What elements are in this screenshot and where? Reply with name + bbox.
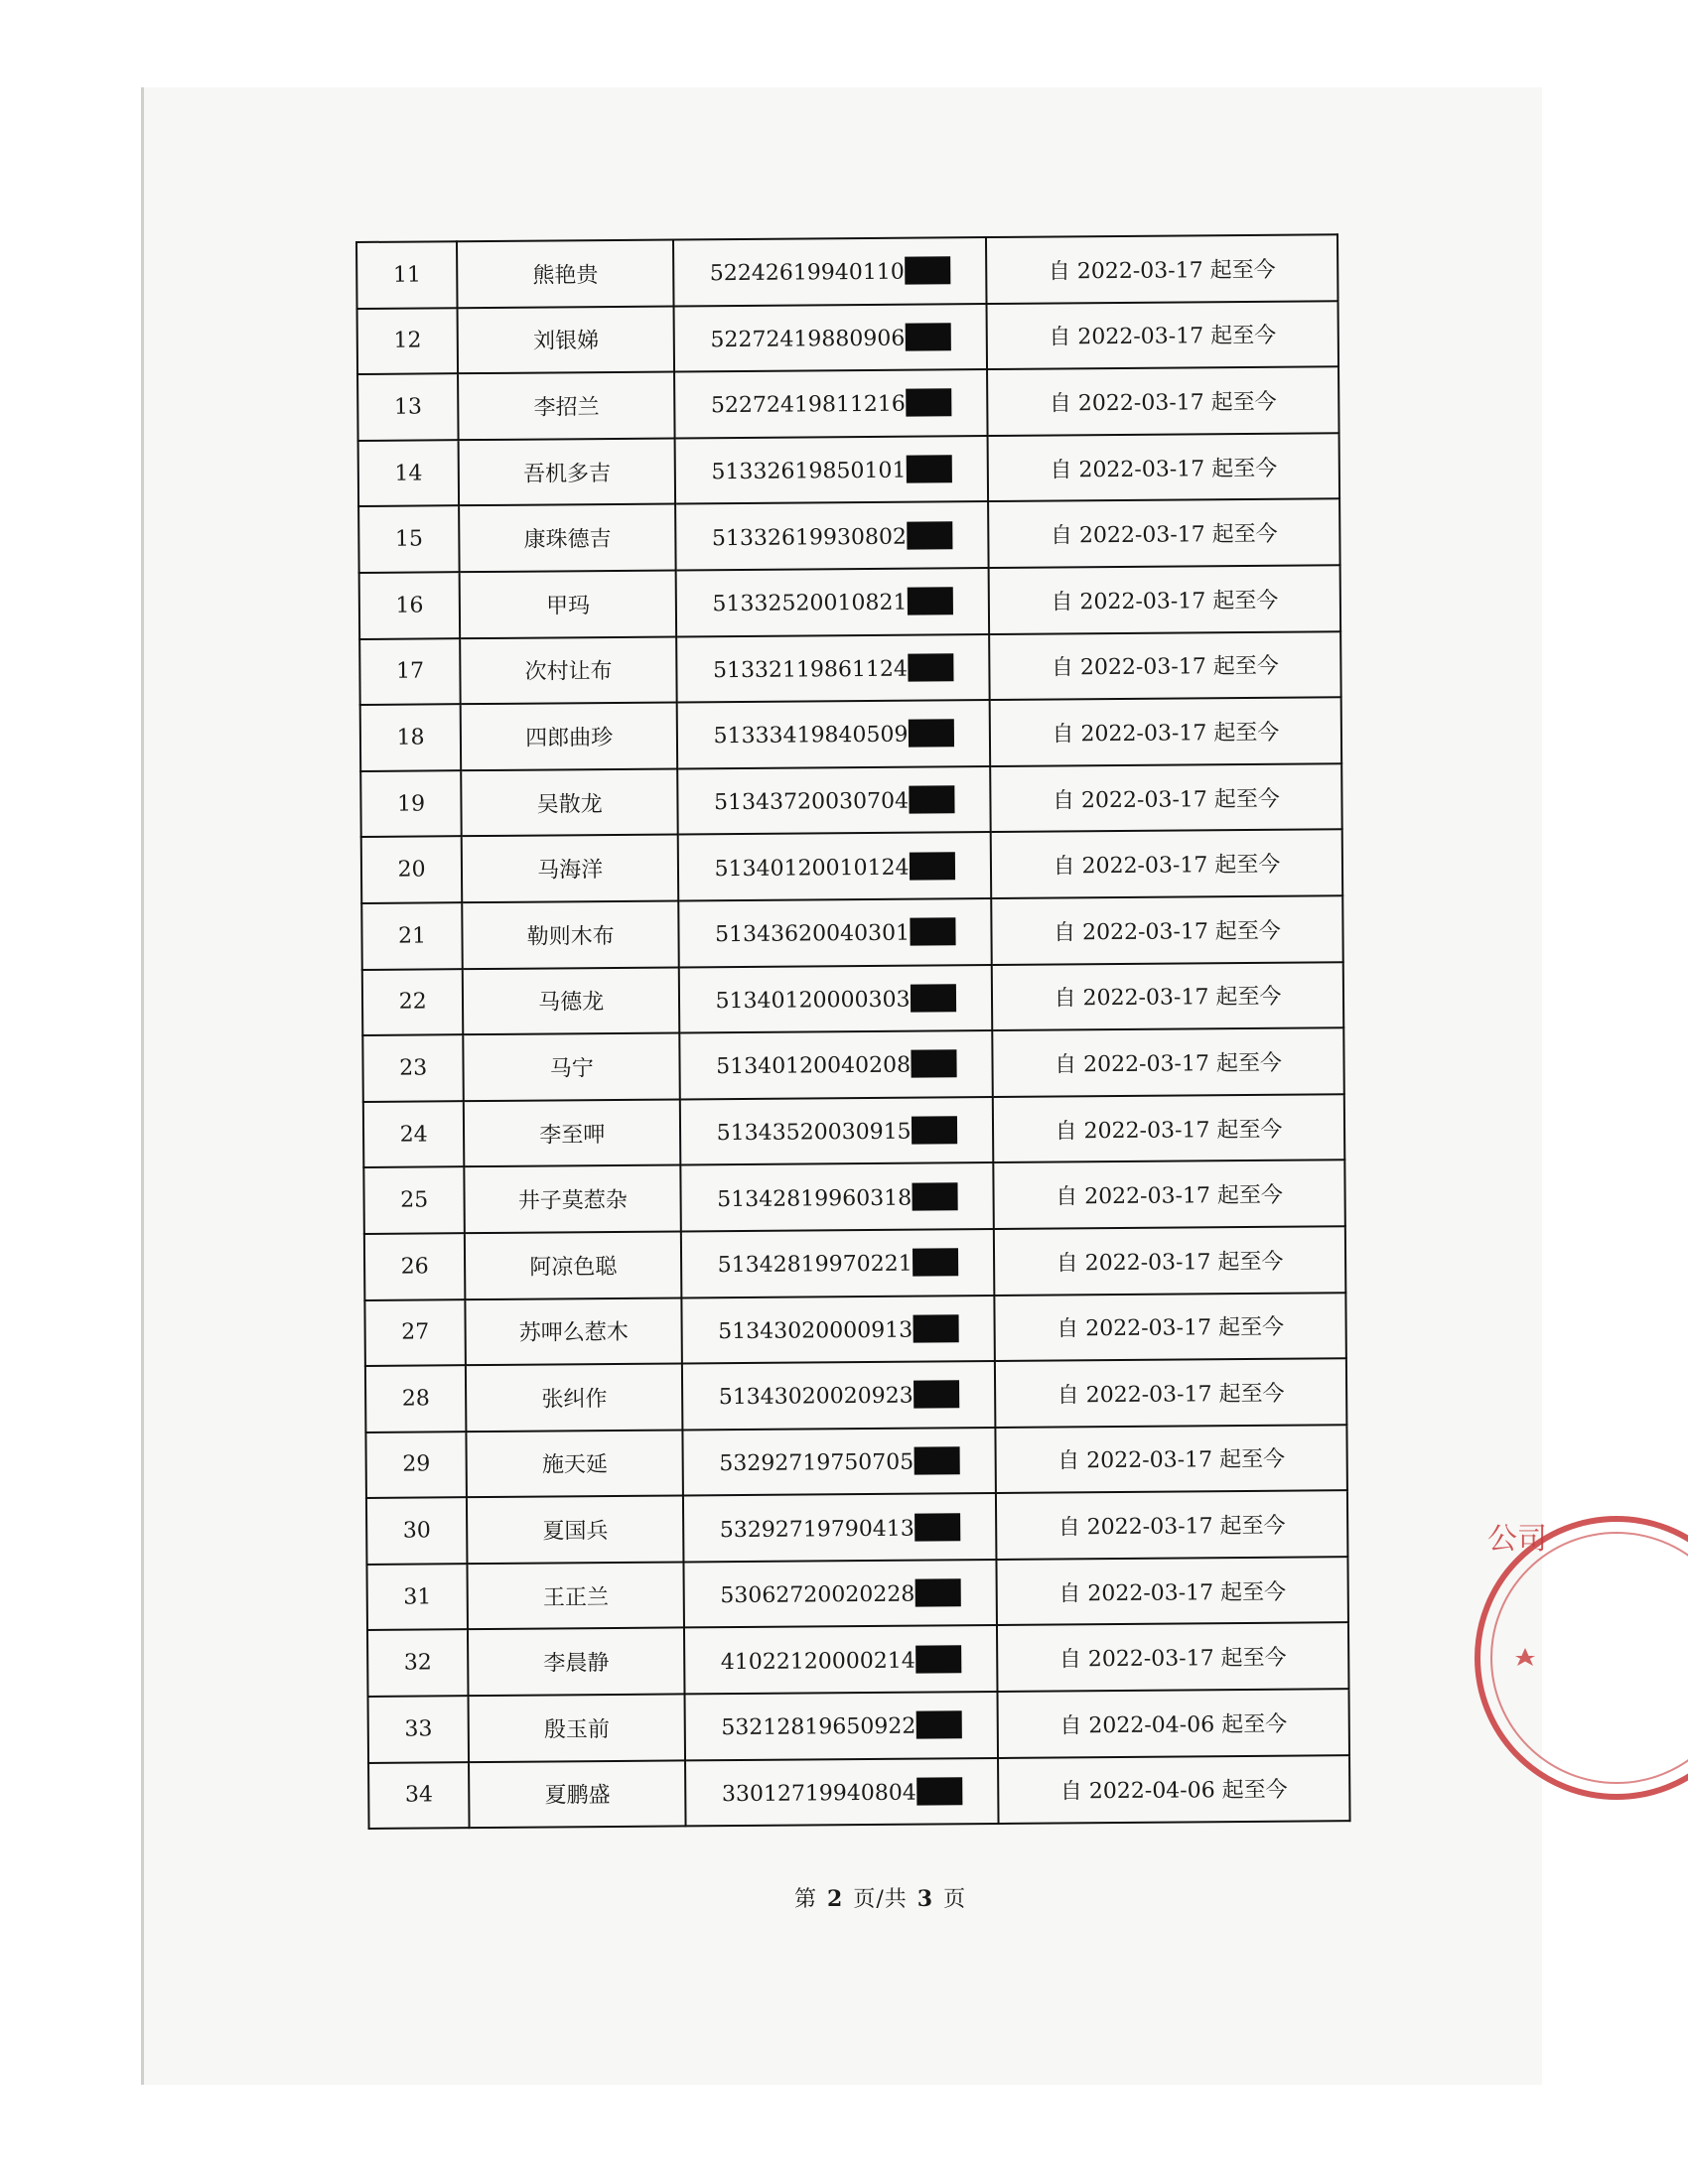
id-number xyxy=(685,1692,998,1760)
redaction-block xyxy=(915,1645,961,1673)
employee-name xyxy=(465,1231,681,1298)
employee-name-text: 夏鹏盛 xyxy=(544,1783,611,1810)
employment-period xyxy=(989,631,1341,700)
footer-suffix: 页 xyxy=(943,1887,967,1912)
employee-name xyxy=(466,1364,682,1432)
id-number-text: 53292719790413 xyxy=(719,1516,914,1543)
row-number-text: 28 xyxy=(401,1386,430,1412)
id-number-text: 51343520030915 xyxy=(716,1119,912,1147)
table-row xyxy=(361,895,1342,969)
employee-name-text: 熊艳贵 xyxy=(532,262,599,289)
id-number-text: 41022120000214 xyxy=(720,1648,915,1675)
id-number-text: 51332619930802 xyxy=(711,524,908,551)
id-number xyxy=(682,1295,995,1363)
employment-period xyxy=(995,1358,1347,1427)
employee-name-text: 刘银娣 xyxy=(532,329,600,354)
row-number-text: 29 xyxy=(402,1451,431,1478)
row-number xyxy=(359,638,461,705)
id-number xyxy=(674,369,987,438)
employee-name-text: 勒则木布 xyxy=(526,923,615,950)
employee-name-text: 李至呷 xyxy=(539,1122,606,1149)
employment-period-text: 自 2022-04-06 起至今 xyxy=(1059,1778,1288,1805)
row-number-text: 15 xyxy=(394,526,424,552)
row-number xyxy=(365,1432,467,1498)
row-number-text: 14 xyxy=(394,461,423,486)
employment-period-text: 自 2022-03-17 起至今 xyxy=(1054,985,1282,1012)
employment-period-text: 自 2022-03-17 起至今 xyxy=(1055,1249,1284,1277)
row-number-text: 22 xyxy=(398,989,427,1016)
id-number-text: 51342819960318 xyxy=(717,1185,913,1212)
redaction-block xyxy=(909,852,954,880)
row-number xyxy=(365,1365,467,1432)
redaction-block xyxy=(916,1777,962,1805)
employee-name-text: 施天延 xyxy=(541,1452,609,1479)
employee-name xyxy=(458,372,674,440)
redaction-block xyxy=(914,1446,959,1474)
row-number-text: 24 xyxy=(399,1121,428,1148)
employment-period xyxy=(991,895,1343,964)
table-row xyxy=(366,1490,1347,1564)
id-number xyxy=(681,1229,994,1297)
employee-name-text: 次村让布 xyxy=(524,659,613,686)
employment-period xyxy=(988,499,1340,568)
employee-name xyxy=(462,835,678,902)
row-number xyxy=(360,704,462,770)
seal-text: 公司 xyxy=(1487,1522,1547,1557)
table-row xyxy=(365,1425,1346,1498)
table-row xyxy=(368,1689,1349,1762)
employment-period xyxy=(990,763,1342,832)
redaction-block xyxy=(906,389,951,417)
table-row xyxy=(358,433,1339,506)
row-number-text: 18 xyxy=(396,725,425,751)
employment-period-text: 自 2022-03-17 起至今 xyxy=(1049,324,1277,350)
table-row xyxy=(357,366,1338,440)
redaction-block xyxy=(907,521,952,549)
employment-period-text: 自 2022-03-17 起至今 xyxy=(1058,1579,1287,1607)
page-footer xyxy=(794,1882,966,1913)
redaction-block xyxy=(911,1050,956,1078)
employee-name xyxy=(461,703,677,770)
id-number xyxy=(673,237,986,306)
id-number xyxy=(677,700,990,768)
employee-name xyxy=(463,967,679,1034)
id-number-text: 51332119861124 xyxy=(712,656,909,684)
id-number xyxy=(682,1361,995,1430)
id-number xyxy=(681,1162,994,1231)
employee-name xyxy=(469,1695,685,1762)
redaction-block xyxy=(914,1578,960,1606)
id-number xyxy=(683,1428,996,1496)
row-number xyxy=(358,440,460,506)
employee-name xyxy=(460,570,676,637)
row-number xyxy=(364,1233,466,1299)
redaction-block xyxy=(914,1513,960,1541)
table-row xyxy=(363,1094,1344,1167)
redaction-block xyxy=(906,455,951,482)
employment-period xyxy=(989,565,1341,633)
employee-name-text: 王正兰 xyxy=(542,1584,610,1611)
row-number-text: 26 xyxy=(400,1254,429,1280)
employment-period-text: 自 2022-03-17 起至今 xyxy=(1053,918,1281,946)
employee-name-text: 阿凉色聪 xyxy=(529,1254,618,1281)
employment-period-text: 自 2022-03-17 起至今 xyxy=(1051,588,1279,615)
employee-name-text: 李晨静 xyxy=(543,1651,610,1677)
id-number-text: 52242619940110 xyxy=(709,259,905,287)
employment-period-text: 自 2022-03-17 起至今 xyxy=(1055,1050,1283,1078)
table-row xyxy=(360,697,1341,770)
id-number-text: 52272419880906 xyxy=(710,326,906,353)
id-number-text: 51333419840509 xyxy=(713,723,909,750)
employee-name-text: 吾机多吉 xyxy=(522,461,612,487)
id-number-text: 51340120010124 xyxy=(714,855,910,882)
employee-name xyxy=(460,636,676,704)
employee-name xyxy=(462,900,678,968)
row-number-text: 20 xyxy=(397,857,426,883)
id-number-text: 53292719750705 xyxy=(719,1449,914,1477)
row-number-text: 27 xyxy=(401,1319,430,1345)
employment-period xyxy=(996,1557,1348,1625)
id-number xyxy=(679,1030,992,1099)
row-number xyxy=(356,241,458,308)
employment-period-text: 自 2022-03-17 起至今 xyxy=(1049,389,1277,417)
row-number-text: 33 xyxy=(404,1716,433,1742)
employment-period-text: 自 2022-03-17 起至今 xyxy=(1058,1645,1287,1673)
employment-period xyxy=(997,1623,1349,1692)
employee-name-text: 井子莫惹杂 xyxy=(517,1187,628,1214)
employment-period-text: 自 2022-03-17 起至今 xyxy=(1053,852,1281,880)
row-number xyxy=(362,969,464,1035)
row-number-text: 31 xyxy=(403,1584,432,1610)
employee-name-text: 四郎曲珍 xyxy=(525,725,614,751)
employee-name xyxy=(458,306,674,373)
employment-period xyxy=(995,1425,1347,1493)
employee-name xyxy=(467,1430,683,1497)
id-number xyxy=(684,1560,997,1628)
employment-period-text: 自 2022-03-17 起至今 xyxy=(1056,1381,1285,1409)
employment-period-text: 自 2022-03-17 起至今 xyxy=(1052,786,1280,814)
employment-period xyxy=(994,1293,1346,1361)
id-number xyxy=(678,832,991,900)
id-number xyxy=(685,1758,998,1827)
employee-name xyxy=(469,1760,685,1828)
table-row xyxy=(363,1160,1344,1234)
row-number-text: 17 xyxy=(395,658,425,685)
redaction-block xyxy=(908,720,953,748)
employment-period xyxy=(997,1689,1349,1757)
employment-period xyxy=(990,697,1342,765)
employee-name xyxy=(464,1033,680,1101)
row-number xyxy=(361,902,463,969)
row-number xyxy=(366,1497,468,1564)
employment-period-text: 自 2022-03-17 起至今 xyxy=(1050,521,1278,549)
employment-period xyxy=(996,1490,1348,1559)
employee-name-text: 张纠作 xyxy=(541,1386,608,1413)
table-row xyxy=(359,565,1340,638)
employee-name xyxy=(464,1099,680,1166)
redaction-block xyxy=(915,1711,961,1739)
id-number-text: 51342819970221 xyxy=(717,1251,913,1279)
row-number-text: 12 xyxy=(393,328,422,354)
id-number-text: 51332520010821 xyxy=(712,590,908,617)
table-row xyxy=(364,1226,1345,1299)
employee-name-text: 马宁 xyxy=(549,1056,594,1082)
employee-name xyxy=(459,438,675,505)
id-number-text: 51332619850101 xyxy=(711,458,907,485)
employment-period-text: 自 2022-04-06 起至今 xyxy=(1059,1711,1288,1739)
row-number-text: 34 xyxy=(404,1782,434,1809)
employee-name xyxy=(457,239,673,307)
employment-period-text: 自 2022-03-17 起至今 xyxy=(1057,1513,1286,1541)
redaction-block xyxy=(912,1116,957,1144)
table-row xyxy=(365,1358,1346,1432)
employee-name-text: 苏呷么惹木 xyxy=(518,1320,629,1347)
row-number-text: 19 xyxy=(396,791,426,817)
row-number xyxy=(366,1564,468,1630)
table-row xyxy=(368,1755,1349,1829)
employment-period xyxy=(986,234,1338,303)
employment-period xyxy=(988,433,1340,501)
table-row xyxy=(361,830,1342,903)
redaction-block xyxy=(913,1314,958,1342)
employment-period xyxy=(986,301,1338,369)
footer-page-number: 2 xyxy=(827,1886,844,1912)
table-row xyxy=(356,234,1337,308)
row-number xyxy=(362,1034,464,1101)
id-number xyxy=(679,965,992,1033)
table-row xyxy=(362,1027,1343,1101)
table-row xyxy=(362,962,1343,1035)
employee-name-text: 马德龙 xyxy=(538,990,605,1016)
employment-period-text: 自 2022-03-17 起至今 xyxy=(1055,1117,1283,1145)
id-number-text: 53062720020228 xyxy=(720,1581,915,1609)
table-row xyxy=(364,1293,1345,1366)
id-number-text: 51340120040208 xyxy=(716,1053,912,1080)
employment-period xyxy=(993,1094,1345,1162)
employee-name-text: 甲玛 xyxy=(546,593,591,619)
employment-period xyxy=(991,830,1343,898)
employee-name-text: 夏国兵 xyxy=(542,1519,609,1545)
employment-period-text: 自 2022-03-17 起至今 xyxy=(1057,1447,1286,1474)
id-number xyxy=(680,1097,993,1165)
id-number-text: 52272419811216 xyxy=(710,392,906,419)
id-number xyxy=(683,1493,996,1562)
row-number-text: 13 xyxy=(393,394,423,420)
row-number xyxy=(364,1299,466,1366)
row-number xyxy=(357,373,459,440)
row-number xyxy=(363,1166,465,1233)
employee-name xyxy=(459,504,675,572)
footer-total-pages: 3 xyxy=(916,1886,934,1912)
table-row xyxy=(359,631,1340,705)
row-number xyxy=(358,506,460,573)
row-number xyxy=(363,1101,465,1167)
employee-table-body xyxy=(356,234,1350,1829)
id-number-text: 51340120000303 xyxy=(715,987,911,1015)
row-number-text: 30 xyxy=(402,1518,431,1544)
table-row xyxy=(358,499,1339,573)
footer-prefix: 第 xyxy=(794,1887,818,1912)
redaction-block xyxy=(908,653,953,681)
id-number xyxy=(677,766,990,835)
id-number xyxy=(678,898,991,967)
company-seal-stamp xyxy=(1468,1509,1547,1807)
row-number-text: 16 xyxy=(395,593,424,618)
employment-period-text: 自 2022-03-17 起至今 xyxy=(1056,1314,1285,1342)
id-number-text: 51343620040301 xyxy=(715,920,911,948)
employment-period xyxy=(987,366,1339,435)
table-row xyxy=(367,1623,1348,1697)
redaction-block xyxy=(905,323,950,350)
id-number xyxy=(676,634,989,703)
employment-period-text: 自 2022-03-17 起至今 xyxy=(1050,456,1278,483)
employee-name-text: 康珠德吉 xyxy=(523,527,612,553)
employee-name xyxy=(468,1562,684,1629)
employee-name xyxy=(461,768,677,836)
id-number-text: 51343720030704 xyxy=(713,788,910,816)
redaction-block xyxy=(913,1248,958,1276)
employee-name-text: 李招兰 xyxy=(533,395,600,421)
row-number-text: 32 xyxy=(403,1650,432,1676)
row-number xyxy=(359,572,461,638)
employee-name-text: 殷玉前 xyxy=(543,1716,611,1743)
employment-period xyxy=(992,1027,1344,1096)
table-row xyxy=(366,1557,1347,1630)
id-number-text: 53212819650922 xyxy=(721,1713,916,1741)
redaction-block xyxy=(907,588,952,615)
id-number-text: 33012719940804 xyxy=(721,1780,916,1808)
redaction-block xyxy=(910,918,955,946)
row-number xyxy=(367,1630,469,1697)
employment-period-text: 自 2022-03-17 起至今 xyxy=(1048,257,1276,285)
employee-name xyxy=(466,1297,682,1365)
footer-middle: 页/共 xyxy=(853,1887,908,1912)
row-number xyxy=(368,1696,470,1762)
employment-period xyxy=(998,1755,1350,1824)
redaction-block xyxy=(905,257,950,285)
row-number xyxy=(360,770,462,837)
row-number xyxy=(357,308,459,374)
id-number xyxy=(684,1625,997,1694)
employment-period xyxy=(992,962,1344,1030)
id-number xyxy=(675,436,988,504)
employee-name xyxy=(465,1165,681,1233)
employment-period-text: 自 2022-03-17 起至今 xyxy=(1055,1182,1284,1210)
redaction-block xyxy=(909,785,954,813)
id-number xyxy=(674,304,987,372)
row-number-text: 23 xyxy=(399,1055,428,1081)
redaction-block xyxy=(912,1182,957,1210)
row-number-text: 25 xyxy=(400,1187,429,1213)
row-number-text: 21 xyxy=(398,923,427,949)
employee-table xyxy=(355,233,1351,1830)
employee-name-text: 马海洋 xyxy=(537,858,604,884)
row-number-text: 11 xyxy=(392,262,421,288)
employee-name xyxy=(468,1628,684,1696)
id-number-text: 51343020000913 xyxy=(718,1317,914,1344)
employee-name xyxy=(467,1496,683,1564)
employment-period-text: 自 2022-03-17 起至今 xyxy=(1051,654,1279,681)
seal-graphic xyxy=(1468,1509,1547,1807)
row-number xyxy=(361,837,463,903)
employment-period xyxy=(994,1226,1346,1295)
employment-period xyxy=(993,1160,1345,1229)
id-number xyxy=(676,568,989,636)
employment-period-text: 自 2022-03-17 起至今 xyxy=(1052,720,1280,748)
redaction-block xyxy=(910,984,955,1012)
table-row xyxy=(360,763,1341,837)
table-row xyxy=(357,301,1338,374)
redaction-block xyxy=(914,1381,959,1409)
row-number xyxy=(368,1762,470,1829)
id-number-text: 51343020020923 xyxy=(718,1384,914,1411)
id-number xyxy=(675,501,988,570)
employee-name-text: 吴散龙 xyxy=(536,791,603,818)
